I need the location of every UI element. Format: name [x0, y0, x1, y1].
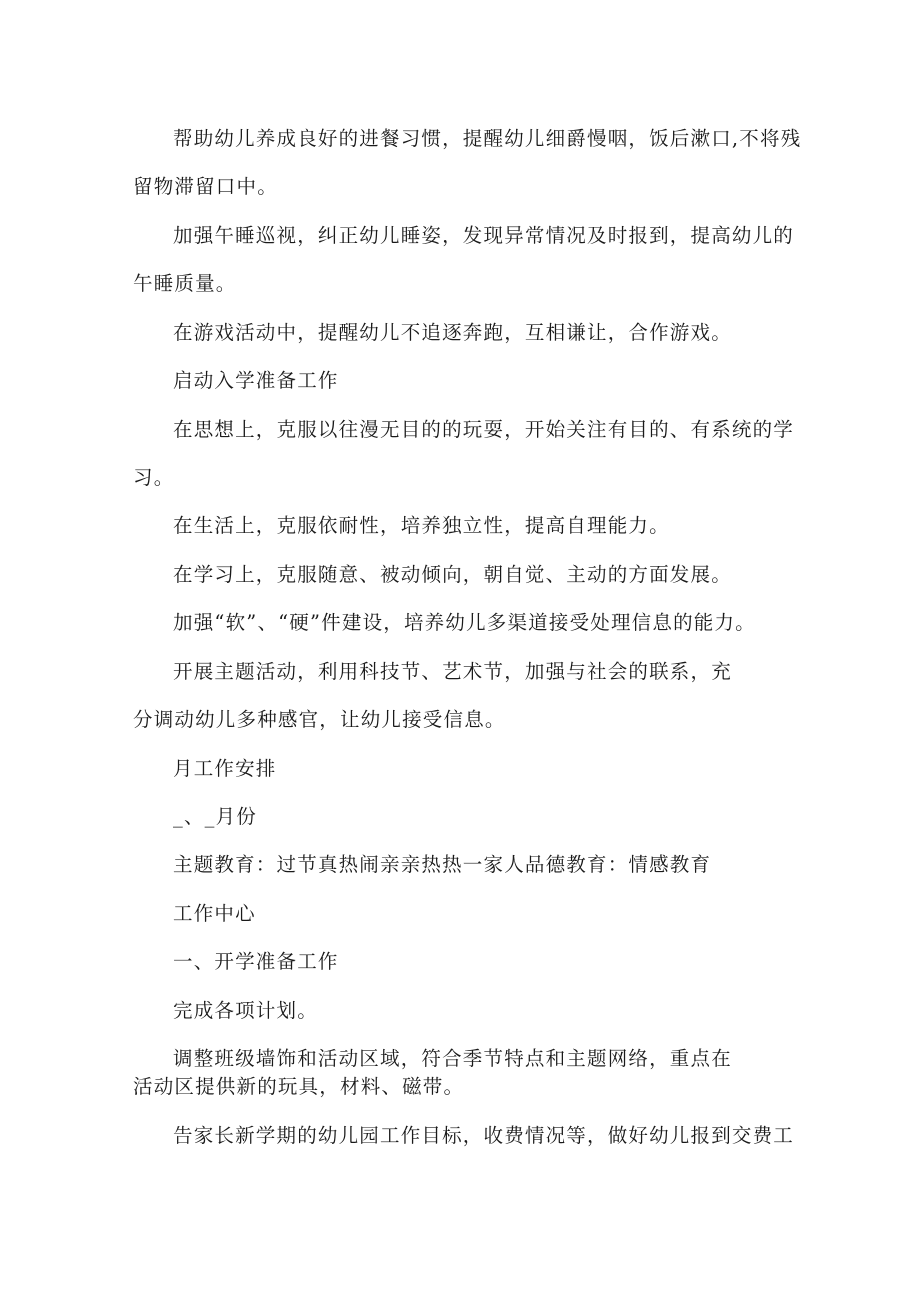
paragraph-line: 完成各项计划。 [173, 999, 318, 1022]
paragraph-line: 在学习上，克服随意、被动倾向，朝自觉、主动的方面发展。 [173, 563, 732, 586]
paragraph-line: 加强午睡巡视，纠正幼儿睡姿，发现异常情况及时报到，提高幼儿的 [173, 224, 795, 247]
section-heading: 工作中心 [173, 902, 256, 925]
paragraph-line: 在生活上，克服依耐性，培养独立性，提高自理能力。 [173, 514, 670, 537]
paragraph-line: 加强“软”、“硬”件建设，培养幼儿多渠道接受处理信息的能力。 [173, 611, 756, 634]
section-heading: 一、开学准备工作 [173, 950, 339, 973]
paragraph-line: 活动区提供新的玩具，材料、磁带。 [133, 1075, 465, 1098]
month-label: _、_月份 [173, 805, 258, 828]
paragraph-line: 告家长新学期的幼儿园工作目标，收费情况等，做好幼儿报到交费工 [173, 1124, 795, 1147]
paragraph-line: 帮助幼儿养成良好的进餐习惯，提醒幼儿细爵慢咽，饭后漱口,不将残 [173, 127, 802, 150]
paragraph-line: 开展主题活动，利用科技节、艺术节，加强与社会的联系，充 [173, 660, 732, 683]
paragraph-line: 调整班级墙饰和活动区域，符合季节特点和主题网络，重点在 [173, 1047, 732, 1070]
paragraph-line: 留物滞留口中。 [133, 175, 278, 198]
paragraph-line: 主题教育：过节真热闹亲亲热热一家人品德教育：情感教育 [173, 853, 712, 876]
paragraph-line: 午睡质量。 [133, 272, 237, 295]
paragraph-line: 在思想上，克服以往漫无目的的玩耍，开始关注有目的、有系统的学 [173, 418, 795, 441]
section-heading: 月工作安排 [173, 757, 277, 780]
paragraph-line: 习。 [133, 466, 175, 489]
section-heading: 启动入学准备工作 [173, 369, 339, 392]
paragraph-line: 分调动幼儿多种感官，让幼儿接受信息。 [133, 708, 506, 731]
paragraph-line: 在游戏活动中，提醒幼儿不追逐奔跑，互相谦让，合作游戏。 [173, 321, 732, 344]
